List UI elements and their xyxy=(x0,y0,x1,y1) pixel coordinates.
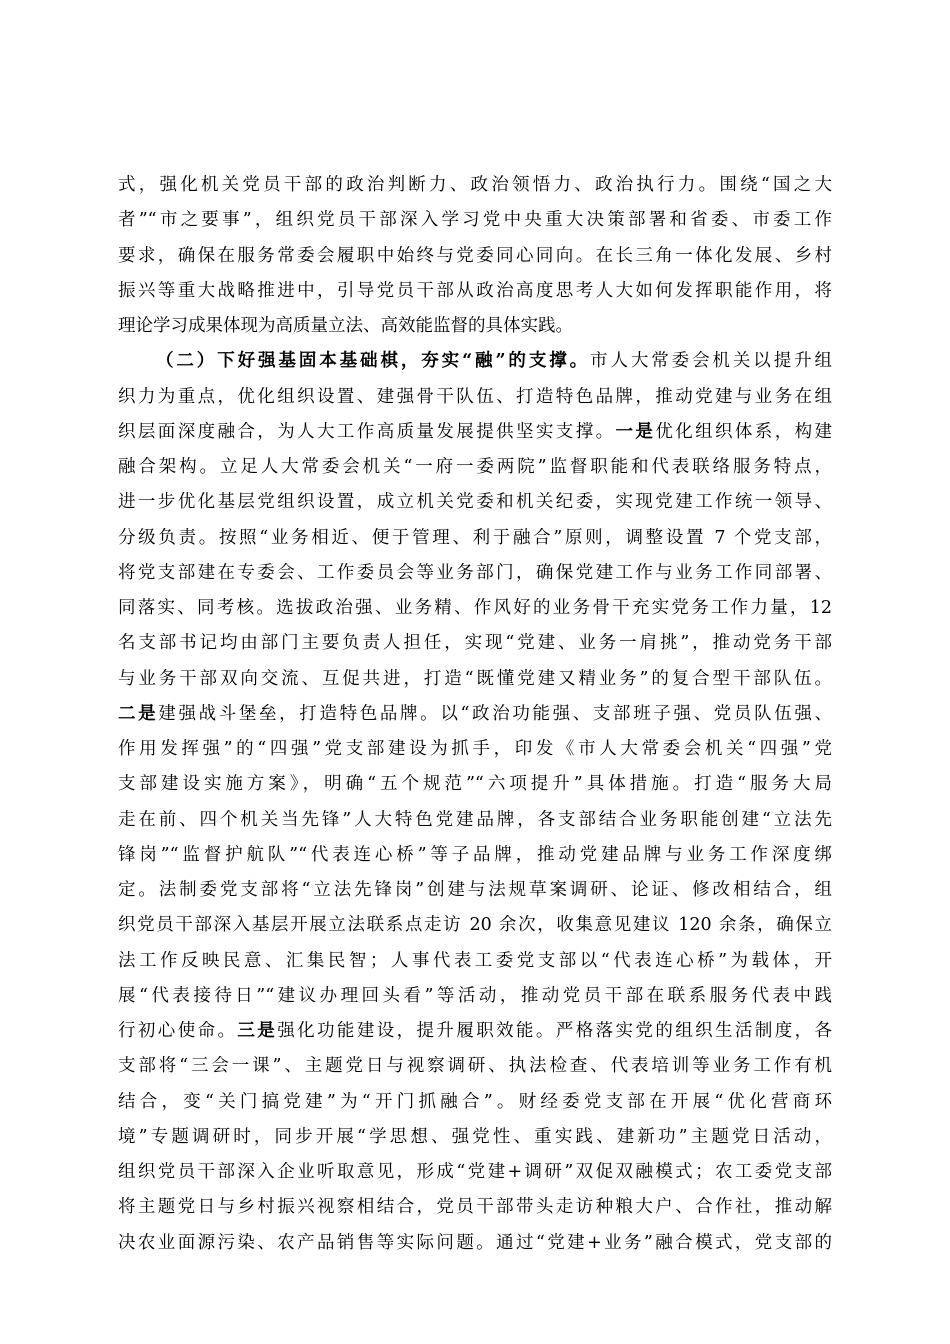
text-line xyxy=(118,1120,832,1155)
text-segment: 锋岗”“监督护航队”“代表连心桥”等子品牌，推动党建品牌与业务工作深度绑 xyxy=(118,844,832,865)
text-line xyxy=(118,556,832,591)
text-line xyxy=(118,697,832,732)
bold-text-segment: 一是 xyxy=(615,421,656,442)
text-segment: 优化组织体系，构建 xyxy=(655,421,832,442)
text-line xyxy=(118,274,832,309)
text-line xyxy=(118,873,832,908)
text-line xyxy=(118,239,832,274)
text-segment: 强化功能建设，提升履职效能。严格落实党的组织生活制度，各 xyxy=(277,1021,832,1041)
text-segment: 支部建设实施方案》，明确“五个规范”“六项提升”具体措施。打造“服务大局 xyxy=(118,774,832,795)
text-segment: 将党支部建在专委会、工作委员会等业务部门，确保党建工作与业务工作同部署、 xyxy=(118,562,832,583)
text-segment: 结合，变“关门搞党建”为“开门抓融合”。财经委党支部在开展“优化营商环 xyxy=(118,1091,832,1112)
text-line xyxy=(118,767,832,802)
text-line xyxy=(118,521,832,556)
text-line xyxy=(118,1085,832,1120)
text-segment: 与业务干部双向交流、互促共进，打造“既懂党建又精业务”的复合型干部队伍。 xyxy=(118,668,832,689)
text-segment: 决农业面源污染、农产品销售等实际问题。通过“党建+业务”融合模式，党支部的 xyxy=(118,1232,832,1253)
text-line xyxy=(118,485,832,520)
text-line xyxy=(118,1014,832,1049)
text-line xyxy=(118,591,832,626)
text-segment: 织党员干部深入基层开展立法联系点走访 20 余次，收集意见建议 120 余条，确保立 xyxy=(118,915,832,936)
text-segment: 要求，确保在服务常委会履职中始终与党委同心同向。在长三角一体化发展、乡村 xyxy=(118,245,832,266)
text-segment: 振兴等重大战略推进中，引导党员干部从政治高度思考人大如何发挥职能作用，将 xyxy=(118,280,832,301)
bold-text-segment: 二是 xyxy=(118,703,159,724)
text-segment: 行初心使命。 xyxy=(118,1021,238,1041)
text-line xyxy=(118,415,832,450)
text-line xyxy=(118,344,832,379)
text-line xyxy=(118,1049,832,1084)
text-line xyxy=(118,838,832,873)
text-segment: 者”“市之要事”，组织党员干部深入学习党中央重大决策部署和省委、市委工作 xyxy=(118,210,832,231)
text-line xyxy=(118,168,832,203)
text-segment: 展“代表接待日”“建议办理回头看”等活动，推动党员干部在联系服务代表中践 xyxy=(118,985,832,1006)
text-segment: 织层面深度融合，为人大工作高质量发展提供坚实支撑。 xyxy=(118,421,616,442)
text-segment: 理论学习成果体现为高质量立法、高效能监督的具体实践。 xyxy=(118,316,573,336)
text-line xyxy=(118,309,832,344)
text-segment: 组织党员干部深入企业听取意见，形成“党建+调研”双促双融模式；农工委党支部 xyxy=(118,1162,832,1182)
text-segment: 进一步优化基层党组织设置，成立机关党委和机关纪委，实现党建工作统一领导、 xyxy=(118,492,832,513)
text-line xyxy=(118,944,832,979)
text-segment: 法工作反映民意、汇集民智；人事代表工委党支部以“代表连心桥”为载体，开 xyxy=(118,950,832,971)
text-line xyxy=(118,1155,832,1190)
text-segment: 定。法制委党支部将“立法先锋岗”创建与法规草案调研、论证、修改相结合，组 xyxy=(118,880,832,900)
bold-text-segment: 三是 xyxy=(237,1021,278,1041)
text-segment: 织力为重点，优化组织设置、建强骨干队伍、打造特色品牌，推动党建与业务在组 xyxy=(118,386,832,407)
text-segment: 将主题党日与乡村振兴视察相结合，党员干部带头走访种粮大户、合作社，推动解 xyxy=(118,1197,832,1218)
text-line xyxy=(118,626,832,661)
text-line xyxy=(118,203,832,238)
text-segment: 走在前、四个机关当先锋”人大特色党建品牌，各支部结合业务职能创建“立法先 xyxy=(118,809,832,830)
text-line xyxy=(118,380,832,415)
text-line xyxy=(118,803,832,838)
text-segment: 境”专题调研时，同步开展“学思想、强党性、重实践、建新功”主题党日活动， xyxy=(118,1126,832,1147)
text-line xyxy=(118,450,832,485)
bold-text-segment: （二）下好强基固本基础棋，夯实“融”的支撑。 xyxy=(156,351,591,372)
text-segment: 市人大常委会机关以提升组 xyxy=(590,351,832,372)
text-line xyxy=(118,1226,832,1261)
text-segment: 同落实、同考核。选拔政治强、业务精、作风好的业务骨干充实党务工作力量，12 xyxy=(118,598,832,618)
text-line xyxy=(118,908,832,943)
text-line xyxy=(118,979,832,1014)
text-segment: 融合架构。立足人大常委会机关“一府一委两院”监督职能和代表联络服务特点， xyxy=(118,457,832,477)
text-segment: 名支部书记均由部门主要负责人担任，实现“党建、业务一肩挑”，推动党务干部 xyxy=(118,633,832,654)
text-segment: 建强战斗堡垒，打造特色品牌。以“政治功能强、支部班子强、党员队伍强、 xyxy=(158,703,832,724)
text-segment: 作用发挥强”的“四强”党支部建设为抓手，印发《市人大常委会机关“四强”党 xyxy=(118,739,832,759)
text-line xyxy=(118,732,832,767)
text-line xyxy=(118,662,832,697)
text-line xyxy=(118,1190,832,1225)
text-segment: 式，强化机关党员干部的政治判断力、政治领悟力、政治执行力。围绕“国之大 xyxy=(118,175,832,195)
text-segment: 支部将“三会一课”、主题党日与视察调研、执法检查、代表培训等业务工作有机 xyxy=(118,1056,832,1077)
text-segment: 分级负责。按照“业务相近、便于管理、利于融合”原则，调整设置 7 个党支部， xyxy=(118,527,832,548)
